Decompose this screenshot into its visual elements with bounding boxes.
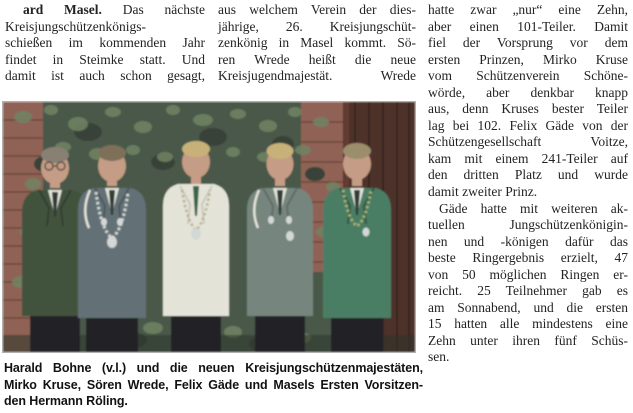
article-column-2 — [218, 2, 416, 85]
text-line: reicht. 25 Teilnehmer gab es — [428, 283, 628, 299]
text-line: sen. — [428, 349, 450, 365]
text-line: damit ist auch schon gesagt, — [5, 68, 205, 84]
photo-caption — [4, 360, 423, 410]
article-column-3 — [428, 2, 628, 366]
caption-line: den Hermann Röling. — [4, 394, 128, 408]
text-line: Gäde hatte mit weiteren ak- — [439, 200, 628, 216]
text-line: ren Wrede heißt die neue — [218, 51, 416, 67]
bold-name: ard Masel. — [23, 2, 102, 17]
text-line: zenkönig in Masel kommt. Sö- — [218, 35, 416, 51]
text-line: Schützengesellschaft Voitze, — [428, 134, 628, 150]
caption-line: Harald Bohne (v.l.) und die neuen Kreisjungschützenmajestäten, — [4, 361, 423, 375]
text-line: 15 hatten alle mindestens eine — [428, 316, 628, 332]
text-line: aus, denn Kruses bester Teiler — [428, 101, 628, 117]
text-line: aus welchem Verein der dies- — [218, 2, 416, 17]
text-line: den dritten Platz und wurde — [428, 167, 628, 183]
article-column-1 — [5, 2, 205, 85]
group-photo — [3, 102, 415, 352]
text-line: kam mit einem 241-Teiler auf — [428, 150, 628, 166]
newsprint-overlay — [3, 102, 415, 352]
text-line: vom Schützenverein Schöne- — [428, 68, 628, 84]
text-line: damit zweiter Prinz. — [428, 184, 538, 200]
text-line: schießen im kommenden Jahr — [5, 35, 205, 51]
text-line: tuellen Jungschützenkönigin- — [428, 217, 628, 233]
text-line: fiel der Vorsprung vor dem — [428, 35, 628, 51]
text-line: findet in Steimke statt. Und — [5, 51, 205, 67]
text-line: ersten Prinzen, Mirko Kruse — [428, 51, 628, 67]
text-span: Das nächste — [122, 2, 205, 17]
text-line: Kreisjungschützenkönigs- — [5, 18, 146, 34]
caption-line: Mirko Kruse, Sören Wrede, Felix Gäde und Masels Ersten Vorsitzen- — [4, 377, 423, 392]
text-line: Zehn unter ihren fünf Schüs- — [428, 332, 628, 348]
text-line: nen und -königen dafür das — [428, 233, 628, 249]
text-line: beste Ringergebnis erzielt, 47 — [428, 250, 628, 266]
text-line: von 50 möglichen Ringen er- — [428, 266, 628, 282]
text-line — [5, 2, 205, 19]
text-line: wörde, aber denkbar knapp — [428, 84, 628, 100]
text-line: jährige, 26. Kreisjungschüt- — [218, 18, 416, 34]
text-line: hatte zwar „nur“ eine Zehn, — [428, 2, 628, 17]
text-line: lag bei 102. Felix Gäde von der — [428, 117, 628, 133]
text-line: am Sonnabend, und die ersten — [428, 299, 628, 315]
text-line: aber einen 101-Teiler. Damit — [428, 18, 628, 34]
text-line: Kreisjugendmajestät. Wrede — [218, 68, 416, 84]
